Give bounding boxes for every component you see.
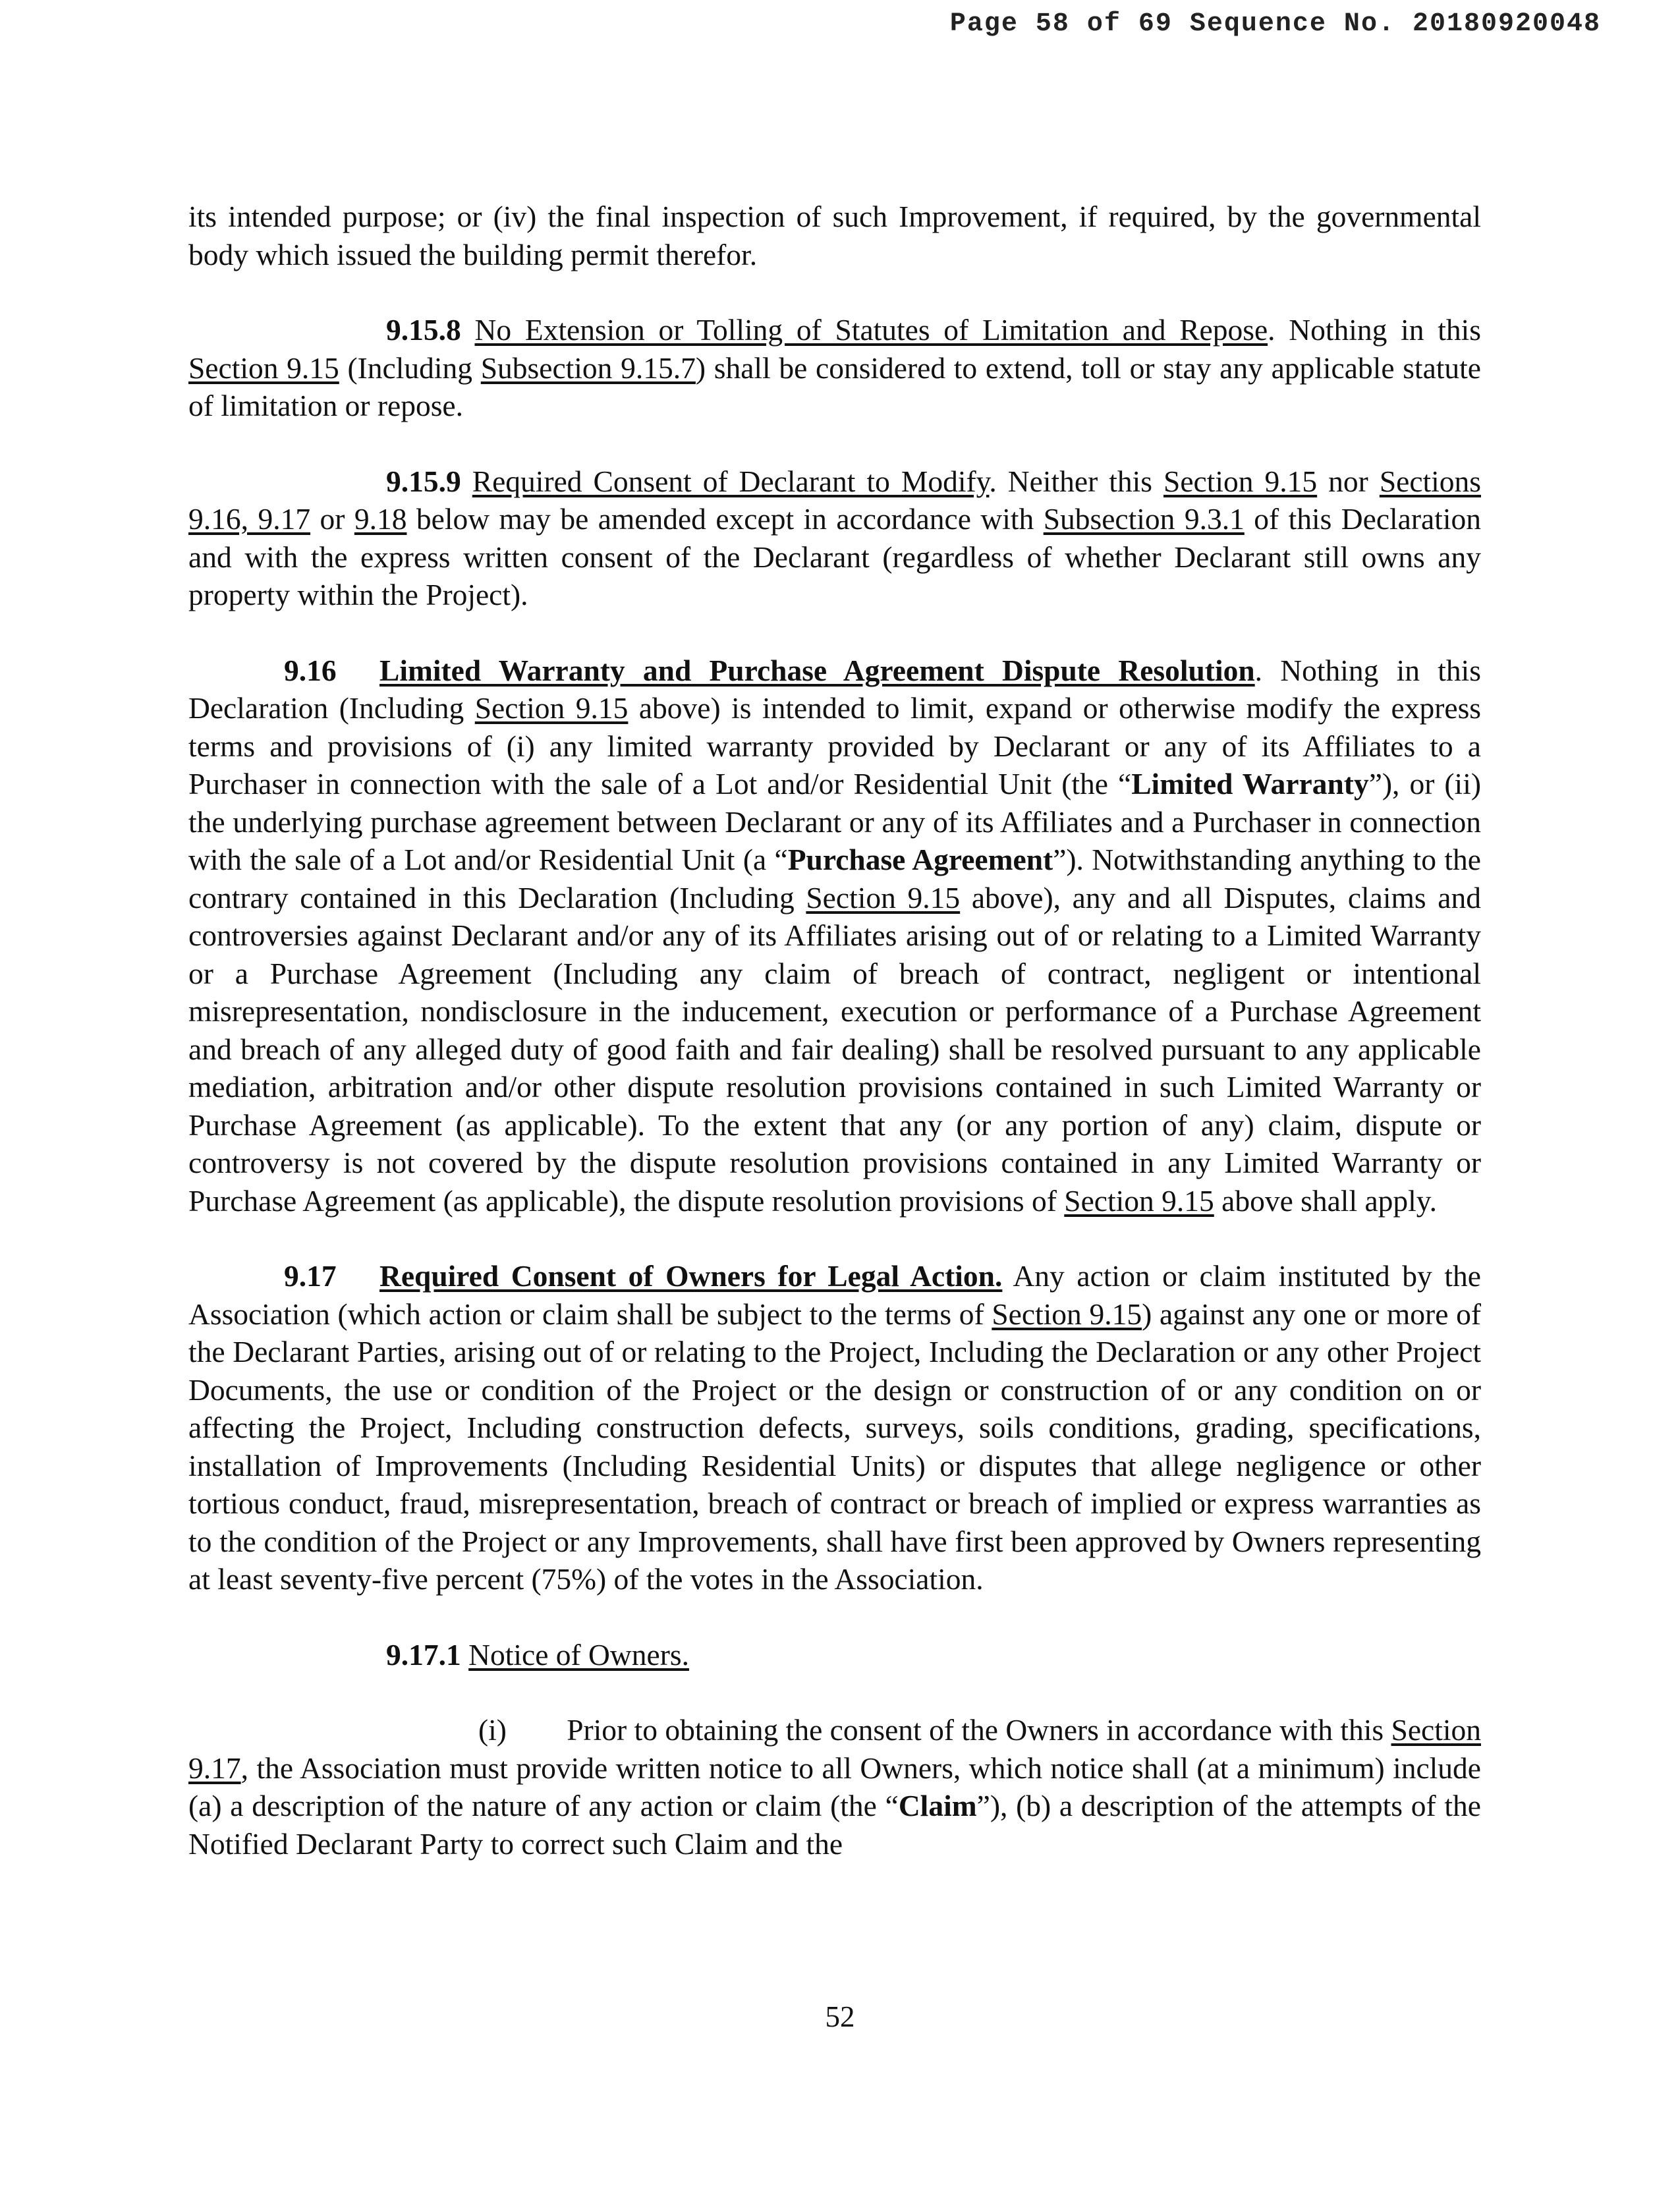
paragraph-9-15-9: 9.15.9 Required Consent of Declarant to Modify. Neither this Section 9.15 nor Sections 9.16, 9.17 or 9.18 below may be amended except in accordance with Subsection 9.3.1 of this Declaration and with the express written consent of the Declarant (regardless of whether Declarant still owns any property within the Project). — [188, 464, 1482, 611]
cross-reference: Section 9.15 — [1064, 1183, 1214, 1218]
section-number: 9.16 — [284, 653, 337, 687]
cross-reference: Section 9.15 — [1163, 464, 1318, 498]
defined-term: Purchase Agreement — [787, 843, 1053, 876]
cross-reference: Subsection 9.15.7 — [480, 351, 696, 385]
section-number: 9.17 — [284, 1259, 337, 1293]
cross-reference: Section 9.17 — [188, 1713, 1481, 1785]
cross-reference: Section 9.15 — [188, 351, 339, 385]
paragraph-9-15-8: 9.15.8 No Extension or Tolling of Statutes of Limitation and Repose. Nothing in this Section 9.15 (Including Subsection 9.15.7) shall be considered to extend, toll or stay any applicable statute of limitation or repose. — [188, 313, 1481, 422]
cross-reference: Subsection 9.3.1 — [1043, 502, 1245, 536]
defined-term: Claim — [898, 1789, 977, 1822]
section-heading: No Extension or Tolling of Statutes of Limitation and Repose — [474, 313, 1268, 347]
paragraph-9-17-1-i: (i) Prior to obtaining the consent of the Owners in accordance with this Section 9.17, the Association must provide written notice to all Owners, which notice shall (at a minimum) include (a) a description of the nature of any action or claim (the “Claim”), (b) a description of the attempts of the Notified Declarant Party to correct such Claim and the — [188, 1713, 1481, 1861]
section-number: 9.15.8 — [386, 313, 461, 347]
cross-reference: Section 9.15 — [474, 691, 629, 725]
cross-reference: Section 9.15 — [806, 880, 961, 914]
section-heading: Required Consent of Declarant to Modify — [472, 464, 990, 498]
paragraph-9-17-1 — [188, 1636, 1481, 1674]
section-heading: Notice of Owners. — [468, 1637, 689, 1672]
cross-reference: 9.18 — [354, 502, 407, 536]
defined-term: Limited Warranty — [1131, 767, 1369, 801]
section-heading: Required Consent of Owners for Legal Action. — [379, 1259, 1003, 1293]
cross-reference: Section 9.15 — [992, 1297, 1142, 1331]
page-sequence-header: Page 58 of 69 Sequence No. 20180920048 — [949, 9, 1601, 39]
paragraph-continuation: its intended purpose; or (iv) the final inspection of such Improvement, if required, by the governmental body which issued the building permit therefor. — [188, 200, 1481, 271]
document-body — [188, 198, 1481, 1900]
clause-number: (i) — [478, 1713, 507, 1747]
section-number: 9.17.1 — [386, 1637, 461, 1672]
page-number: 52 — [825, 2000, 855, 2033]
paragraph-9-16: 9.16 Limited Warranty and Purchase Agreement Dispute Resolution. Nothing in this Declaration (Including Section 9.15 above) is intended to limit, expand or otherwise modify the express terms and provisions of (i) any limited warranty provided by Declarant or any of its Affiliates to a Purchaser in connection with the sale of a Lot and/or Residential Unit (the “Limited Warranty”), or (ii) the underlying purchase agreement between Declarant or any of its Affiliates and a Purchaser in connection with the sale of a Lot and/or Residential Unit (a “Purchase Agreement”). Notwithstanding anything to the contrary contained in this Declaration (Including Section 9.15 above), any and all Disputes, claims and controversies against Declarant and/or any of its Affiliates arising out of or relating to a Limited Warranty or a Purchase Agreement (Including any claim of breach of contract, negligent or intentional misrepresentation, nondisclosure in the inducement, execution or performance of a Purchase Agreement and breach of any alleged duty of good faith and fair dealing) shall be resolved pursuant to any applicable mediation, arbitration and/or other dispute resolution provisions contained in such Limited Warranty or Purchase Agreement (as applicable). To the extent that any (or any portion of any) claim, dispute or controversy is not covered by the dispute resolution provisions contained in any Limited Warranty or Purchase Agreement (as applicable), the dispute resolution provisions of Section 9.15 above shall apply. — [188, 652, 1481, 1220]
cross-reference: Sections 9.16, 9.17 — [188, 464, 1482, 536]
section-heading: Limited Warranty and Purchase Agreement Dispute Resolution — [379, 653, 1255, 687]
section-number: 9.15.9 — [386, 464, 461, 498]
paragraph-9-17: 9.17 Required Consent of Owners for Legal Action. Any action or claim instituted by the Association (which action or claim shall be subject to the terms of Section 9.15) against any one or more of the Declarant Parties, arising out of or relating to the Project, Including the Declaration or any other Project Documents, the use or condition of the Project or the design or construction of or any condition on or affecting the Project, Including construction defects, surveys, soils conditions, grading, specifications, installation of Improvements (Including Residential Units) or disputes that allege negligence or other tortious conduct, fraud, misrepresentation, breach of contract or breach of implied or express warranties as to the condition of the Project or any Improvements, shall have first been approved by Owners representing at least seventy-five percent (75%) of the votes in the Association. — [188, 1257, 1481, 1598]
